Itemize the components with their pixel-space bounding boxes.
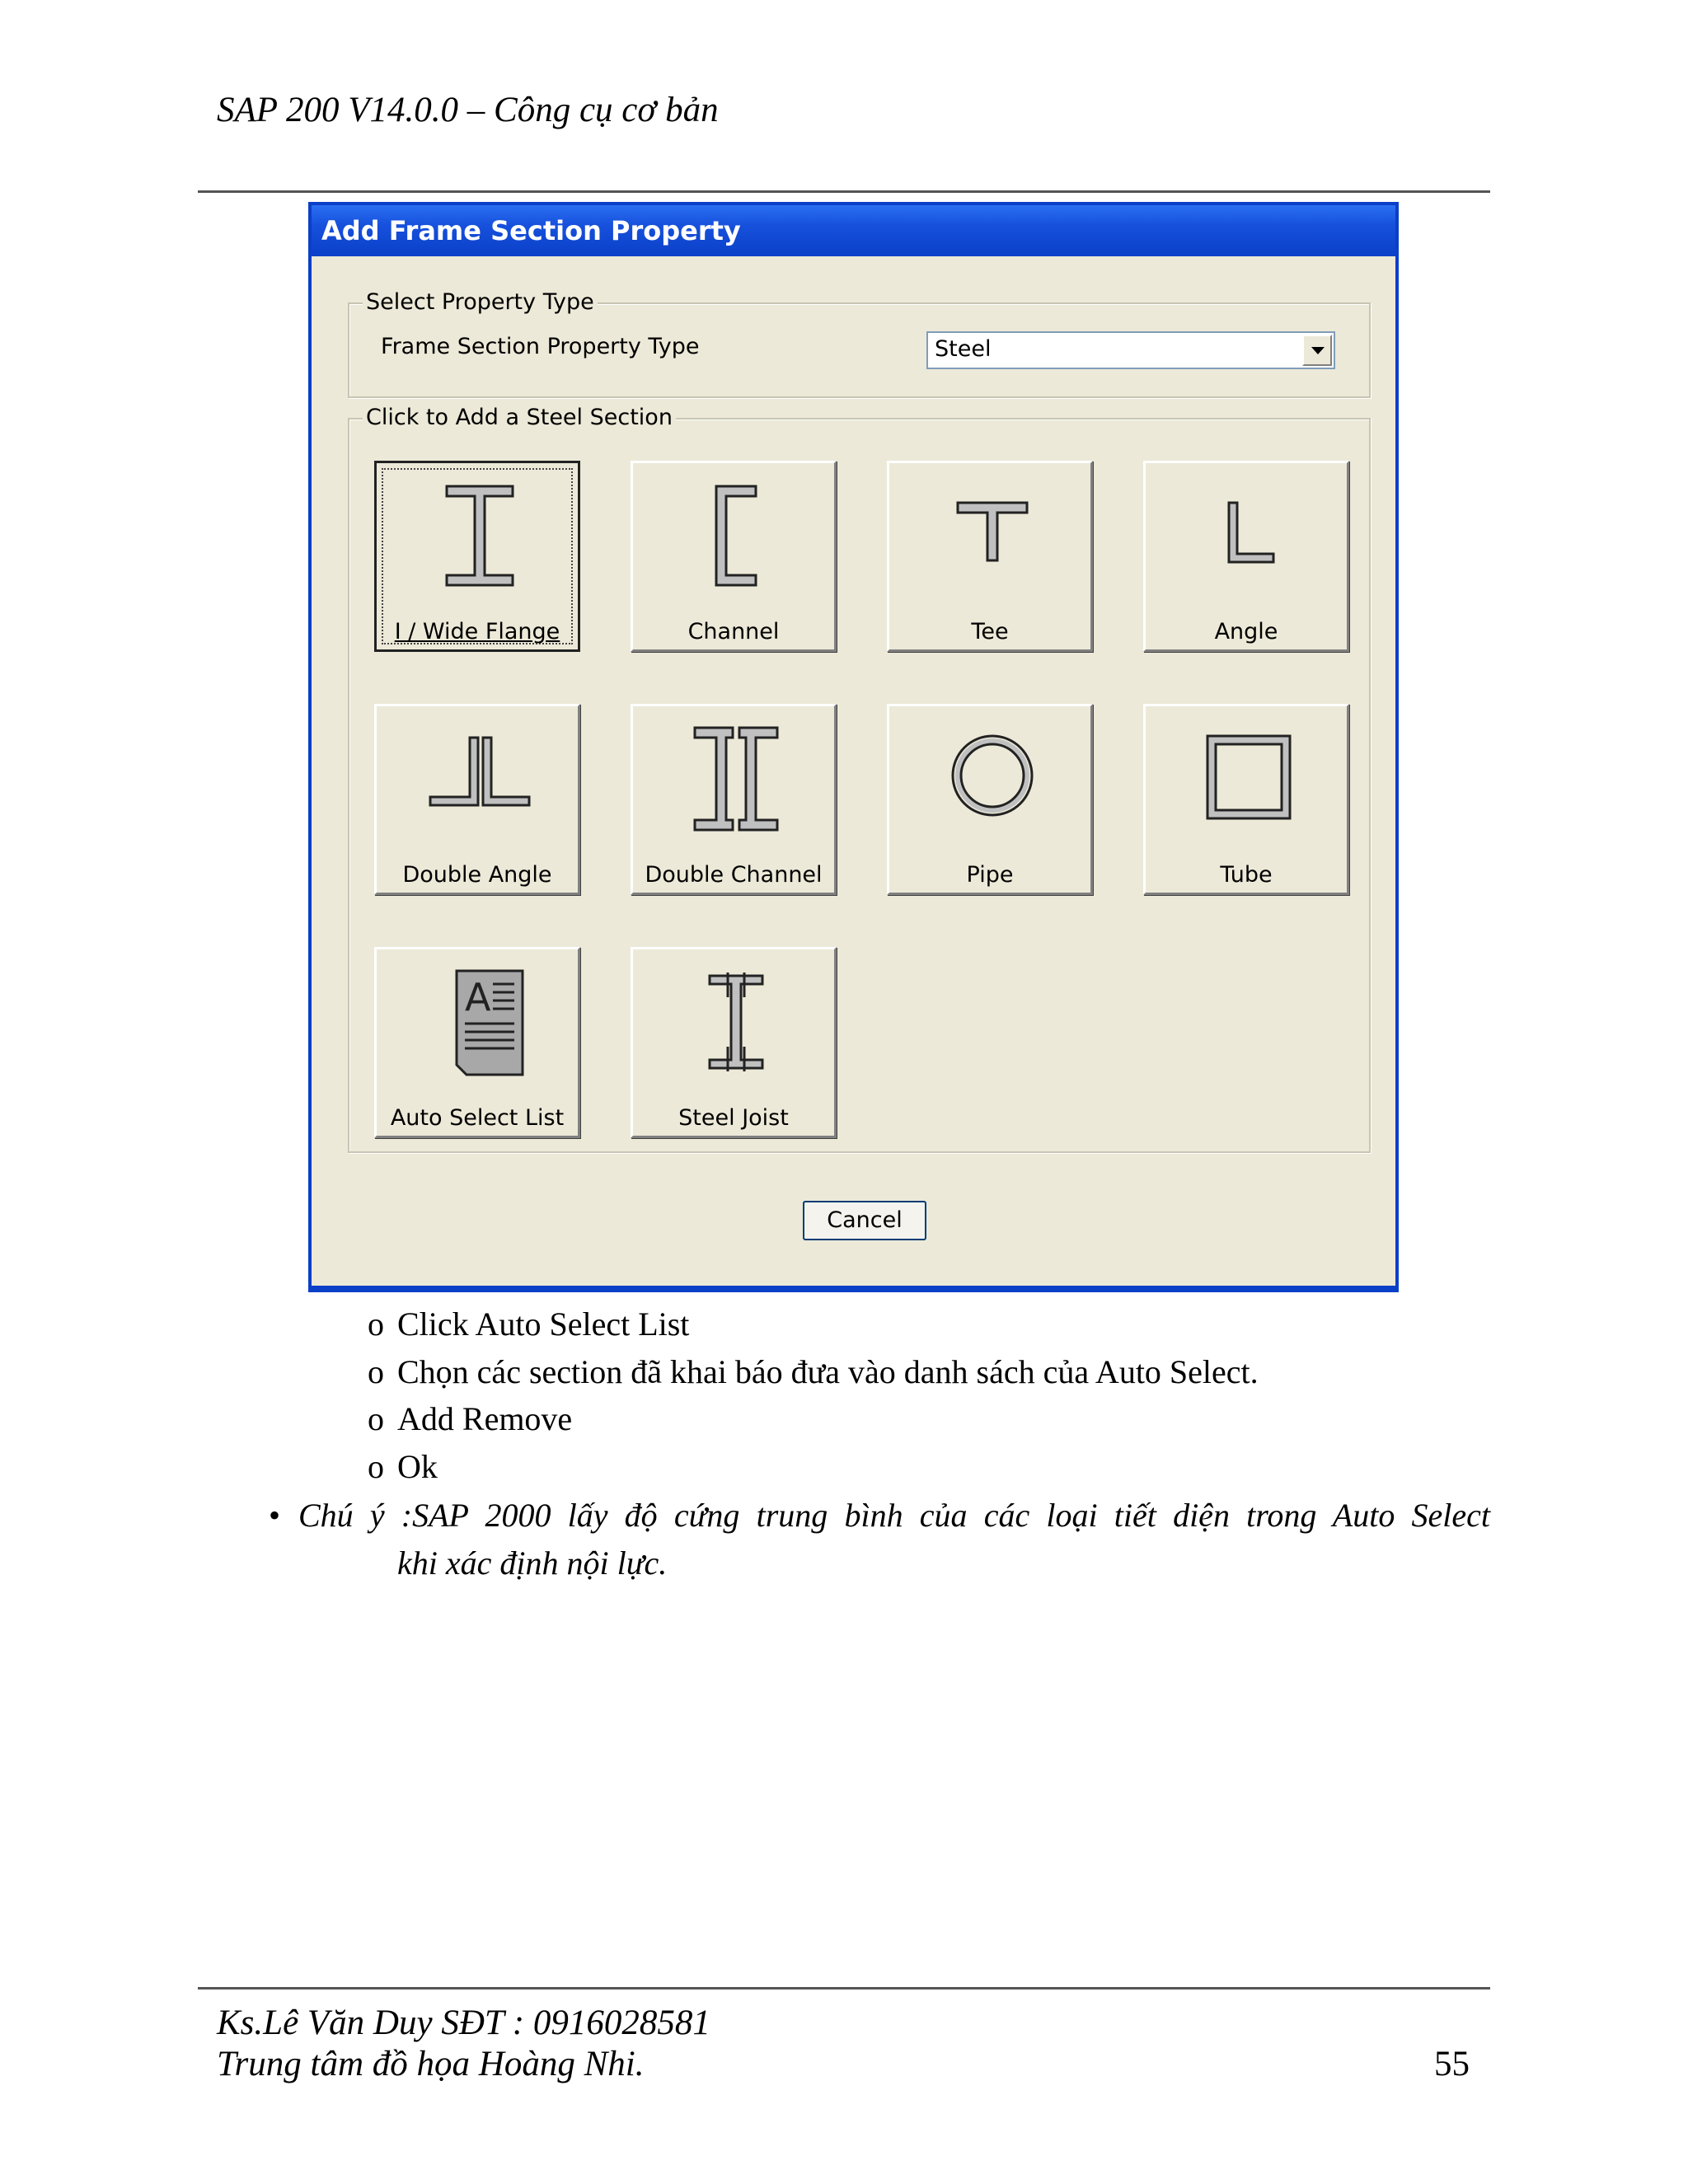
pipe-button[interactable] xyxy=(887,704,1093,895)
property-type-value: Steel xyxy=(935,336,992,362)
double-channel-button[interactable] xyxy=(631,704,837,895)
auto-select-list-button[interactable] xyxy=(374,947,580,1138)
list-item: o Click Auto Select List xyxy=(368,1301,1259,1348)
svg-text:A: A xyxy=(465,975,491,1019)
document-list-icon xyxy=(414,964,546,1080)
list-item: o Add Remove xyxy=(368,1395,1259,1443)
bullet-mark: o xyxy=(368,1305,384,1343)
chevron-down-icon[interactable] xyxy=(1302,335,1332,366)
dialog-title: Add Frame Section Property xyxy=(312,205,1395,256)
bullet-mark: o xyxy=(368,1352,384,1390)
footer-author: Ks.Lê Văn Duy SĐT : 0916028581 xyxy=(217,2004,710,2042)
bullet-mark: o xyxy=(368,1447,384,1485)
group-legend: Select Property Type xyxy=(363,288,598,317)
note-line-2: khi xác định nội lực. xyxy=(397,1544,668,1582)
button-label: Tube xyxy=(1220,862,1273,888)
steel-joist-icon xyxy=(670,964,802,1080)
select-property-type-group xyxy=(348,289,1371,398)
i-wide-flange-button[interactable] xyxy=(374,461,580,652)
i-beam-icon xyxy=(414,478,546,593)
add-frame-section-dialog xyxy=(308,202,1399,1292)
double-channel-icon xyxy=(670,721,802,837)
note-line-1: Chú ý :SAP 2000 lấy độ cứng trung bình của các loại tiết diện trong Auto Select xyxy=(298,1497,1490,1534)
footer-rule xyxy=(198,1987,1490,1990)
channel-icon xyxy=(670,478,802,593)
button-label: Auto Select List xyxy=(390,1105,565,1131)
button-label: Channel xyxy=(687,619,780,644)
button-label: Pipe xyxy=(966,862,1014,888)
button-label: Angle xyxy=(1214,619,1278,644)
footer xyxy=(217,2003,710,2085)
double-angle-icon xyxy=(414,721,546,837)
property-type-dropdown[interactable] xyxy=(926,331,1335,369)
list-item: o Chọn các section đã khai báo đưa vào danh sách của Auto Select. xyxy=(368,1348,1259,1396)
button-label: I / Wide Flange xyxy=(394,619,560,644)
tube-button[interactable] xyxy=(1143,704,1349,895)
group-legend: Click to Add a Steel Section xyxy=(363,403,676,433)
list-item: o Ok xyxy=(368,1443,1259,1491)
bullet-mark: o xyxy=(368,1400,384,1437)
instruction-list xyxy=(368,1301,1259,1490)
tee-button[interactable] xyxy=(887,461,1093,652)
angle-icon xyxy=(1183,478,1315,593)
button-label: Double Angle xyxy=(402,862,552,888)
page-header-title: SAP 200 V14.0.0 – Công cụ cơ bản xyxy=(217,91,719,129)
button-label: Tee xyxy=(971,619,1009,644)
button-label: Steel Joist xyxy=(678,1105,789,1131)
footer-center: Trung tâm đồ họa Hoàng Nhi. xyxy=(217,2045,645,2083)
steel-joist-button[interactable] xyxy=(631,947,837,1138)
angle-button[interactable] xyxy=(1143,461,1349,652)
cancel-button[interactable]: Cancel xyxy=(803,1201,926,1240)
dialog-client-area xyxy=(312,256,1395,1286)
tube-icon xyxy=(1183,721,1315,837)
pipe-icon xyxy=(926,721,1058,837)
double-angle-button[interactable] xyxy=(374,704,580,895)
steel-section-group xyxy=(348,405,1371,1153)
note-bullet: • xyxy=(269,1497,281,1534)
header-rule xyxy=(198,190,1490,193)
tee-icon xyxy=(926,478,1058,593)
page-number: 55 xyxy=(1434,2045,1470,2083)
button-label: Double Channel xyxy=(645,862,823,888)
channel-button[interactable] xyxy=(631,461,837,652)
property-type-label: Frame Section Property Type xyxy=(381,334,700,359)
